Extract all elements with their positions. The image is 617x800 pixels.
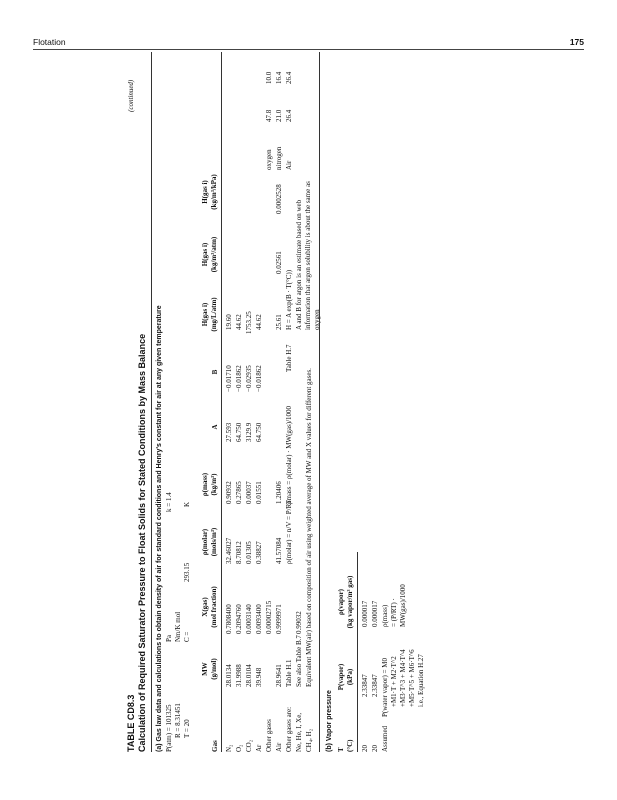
row-b: −0.01862 <box>235 365 243 392</box>
col-h3-label: H(gas i) <box>201 180 209 204</box>
note-see-also: See also Table B.7 <box>295 635 303 687</box>
col-pmolar-unit: (mols/m³) <box>210 527 218 557</box>
vapor-col-p <box>337 647 355 707</box>
continued-label: (continued) <box>127 79 135 112</box>
vapor-mass-1: ρ(mass) <box>381 604 389 627</box>
vapor-row-t: 20 <box>371 745 379 752</box>
row-a: 64.750 <box>255 422 263 442</box>
row-b: −0.01862 <box>255 365 263 392</box>
note-air-b: 26.4 <box>285 71 293 84</box>
row-pmass: 1.20406 <box>275 481 283 504</box>
note-oxygen-b: 10.0 <box>265 71 273 84</box>
col-x-unit: (mol fraction) <box>210 586 218 628</box>
row-h1: 44.62 <box>255 314 263 330</box>
vapor-formula-1: P(water vapor) = M0 <box>381 658 389 717</box>
row-pmolar: 0.38827 <box>255 541 263 564</box>
note-nitrogen: nitrogen <box>275 146 283 170</box>
row-gas: O₂ <box>235 744 243 752</box>
col-mw-label: MW <box>201 662 209 676</box>
row-gas: Air <box>275 742 283 752</box>
row-pmolar: 8.70812 <box>235 541 243 564</box>
note-oxygen: oxygen <box>265 149 273 170</box>
vapor-col-t-unit: (°C) <box>346 739 354 752</box>
vapor-assumed: Assumed <box>381 725 389 752</box>
row-h1: 1753.25 <box>245 311 253 334</box>
note-table-h7b: Table H.7 <box>285 344 293 372</box>
note-value: 0.99032 <box>295 611 303 634</box>
param-r-unit: Nm/K mol <box>174 611 182 642</box>
param-r: R = 8.31451 <box>174 703 182 738</box>
col-pmolar-label: ρ(molar) <box>201 528 209 556</box>
col-h1-label: H(gas i) <box>201 302 209 327</box>
col-h2-unit: (kg/m³/atm) <box>210 236 218 273</box>
note-air: Air <box>285 160 293 170</box>
vapor-row-p: 2.33847 <box>371 674 379 697</box>
row-pmass: 0.27865 <box>235 481 243 504</box>
note-gases-list: Ne, He, I, Xe, <box>295 712 303 752</box>
vapor-row-p: 2.33847 <box>361 674 369 697</box>
row-pmass: 0.90932 <box>225 481 233 504</box>
vapor-formula-4: +M5·T^5 + M6·T^6 <box>408 649 416 707</box>
row-h1: 25.61 <box>275 314 283 330</box>
row-a: 27.593 <box>225 422 233 442</box>
row-h3: 0.0002528 <box>275 184 283 214</box>
row-b: −0.01710 <box>225 365 233 392</box>
col-pmass <box>201 457 219 512</box>
note-ch4: CH₄, H₂ <box>305 728 313 752</box>
param-p-unit: Pa <box>165 635 173 642</box>
section-a-heading: (a) Gas law data and calculations to obtain density of air for standard conditions and Henry's constant for air at any given temperature <box>156 305 163 752</box>
param-c-unit: K <box>183 501 191 507</box>
note-nitrogen-b: 16.4 <box>275 71 283 84</box>
row-h2: 0.02561 <box>275 251 283 274</box>
row-x: 0.0093400 <box>255 604 263 634</box>
vapor-row-pv: 0.000017 <box>371 600 379 627</box>
page-number: 175 <box>569 37 584 47</box>
param-c: C = <box>183 631 191 642</box>
param-c-value: 293.15 <box>183 562 191 582</box>
running-header-chapter: Flotation <box>33 37 66 47</box>
table-title: Calculation of Required Saturator Pressure to Float Solids for Stated Conditions by Mass Balance <box>137 333 147 752</box>
vapor-formula-2: +M1·T + M2·T^2 <box>390 656 398 707</box>
vapor-col-pv-label: ρ(vapor) <box>337 589 345 615</box>
note-equivalent-mw: Equivalent MW(air) based on composition of air using weighted average of MW and X values for different gases. <box>305 368 313 687</box>
col-pmass-unit: (kg/m³) <box>210 473 218 496</box>
row-mw: 31.9988 <box>235 664 243 687</box>
row-gas: Other gases <box>265 719 273 752</box>
row-pmass: 0.00037 <box>245 481 253 504</box>
row-b: −0.02935 <box>245 365 253 392</box>
row-mw: 28.0104 <box>245 664 253 687</box>
rotated-table <box>127 52 517 752</box>
row-gas: CO₂ <box>245 739 253 752</box>
param-k: k = 1.4 <box>165 492 173 512</box>
vapor-col-pv <box>337 562 355 642</box>
col-h3-unit: (kg/m³/kPa) <box>210 174 218 210</box>
col-mw-unit: (g/mol) <box>210 658 218 680</box>
row-pmolar: 41.57084 <box>275 537 283 564</box>
row-mw: 39.948 <box>255 667 263 687</box>
row-a: 3129.9 <box>245 422 253 442</box>
col-x <box>201 572 219 642</box>
row-gas: Ar <box>255 744 263 752</box>
row-x: 0.2094760 <box>235 604 243 634</box>
col-x-label: X(gas) <box>201 597 209 617</box>
col-b: B <box>211 369 219 375</box>
row-pmolar: 32.46027 <box>225 537 233 564</box>
row-h1: 19.60 <box>225 314 233 330</box>
row-mw: 28.9641 <box>275 664 283 687</box>
col-pmass-label: ρ(mass) <box>201 472 209 497</box>
vapor-col-t-label: T <box>337 747 345 752</box>
col-h1-unit: (mg/L/atm) <box>210 297 218 332</box>
row-pmass: 0.01551 <box>255 481 263 504</box>
vapor-col-pv-unit: (kg vapor/m³ gas) <box>346 575 354 629</box>
vapor-mass-2: = (P/RT) · <box>390 598 398 627</box>
row-x: 0.9999971 <box>275 604 283 634</box>
col-h1 <box>201 287 219 342</box>
note-eq-molar: ρ(molar) = n/V = P/RT <box>285 499 293 564</box>
row-gas: N₂ <box>225 744 233 752</box>
section-b-heading: (b) Vapor pressure <box>326 690 333 752</box>
row-x: 0.7808400 <box>225 604 233 634</box>
note-nitrogen-a: 21.0 <box>275 109 283 122</box>
col-gas: Gas <box>211 740 219 752</box>
note-eq-mass: ρmass = ρ(molar) · MW(gas)/1000 <box>285 405 293 504</box>
row-x: 0.0003140 <box>245 604 253 634</box>
vapor-mass-3: MW(gas)/1000 <box>399 584 407 627</box>
col-h3 <box>201 162 219 222</box>
table-label: TABLE CD8.3 <box>126 694 136 752</box>
vapor-col-p-label: P(vapor) <box>337 663 345 691</box>
vapor-formula-5: i.e., Equation H.27 <box>417 654 425 707</box>
section-rule <box>319 52 320 752</box>
note-other-gases: Other gases are: <box>285 706 293 752</box>
vapor-col-t <box>337 739 355 752</box>
row-pmolar: 0.01305 <box>245 541 253 564</box>
column-head-rule <box>221 52 222 752</box>
vapor-formula-3: +M3·T^3 + M4·T^4 <box>399 649 407 707</box>
param-t: T = 20 <box>183 719 191 738</box>
note-argon: A and B for argon is an estimate based on web information that argon solubility is about the same as oxygen <box>295 181 321 330</box>
note-oxygen-a: 47.8 <box>265 109 273 122</box>
col-mw <box>201 644 219 694</box>
vapor-row-pv: 0.000017 <box>361 600 369 627</box>
title-rule <box>151 52 152 752</box>
row-h1: 44.62 <box>235 314 243 330</box>
col-pmolar <box>201 512 219 572</box>
col-a: A <box>211 424 219 430</box>
row-x: 0.00002715 <box>265 600 273 634</box>
vapor-col-p-unit: (kPa) <box>346 668 354 686</box>
vapor-row-t: 20 <box>361 745 369 752</box>
row-mw: 28.0134 <box>225 664 233 687</box>
param-p: P(atm) = 101325 <box>165 704 173 752</box>
vapor-head-rule <box>357 552 358 752</box>
note-table-h1: Table H.1 <box>285 659 293 687</box>
header-rule <box>33 49 584 50</box>
row-a: 64.750 <box>235 422 243 442</box>
col-h2-label: H(gas i) <box>201 242 209 267</box>
note-air-a: 26.4 <box>285 109 293 122</box>
col-h2 <box>201 227 219 282</box>
note-h-formula: H = A exp(B · T(°C)) <box>285 269 293 330</box>
